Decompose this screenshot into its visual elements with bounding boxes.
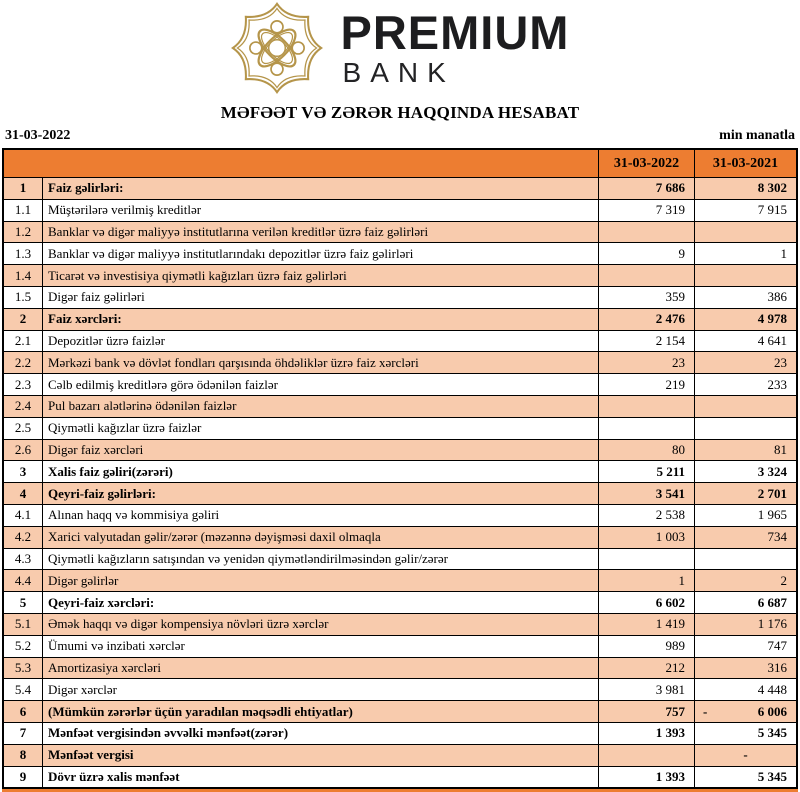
row-value-2022: 1 393 [599, 723, 694, 744]
row-value-2022: 7 686 [599, 178, 694, 199]
row-value-2021-amount: 6 006 [757, 703, 787, 719]
row-value-2021: 6 687 [695, 592, 796, 613]
row-value-2022: 212 [599, 658, 694, 679]
row-label: Faiz xərcləri: [43, 309, 598, 330]
row-value-2022: 219 [599, 374, 694, 395]
row-value-2021: 386 [695, 287, 796, 308]
row-value-2021: 5 345 [695, 767, 796, 788]
row-value-2022: 9 [599, 243, 694, 264]
row-value-2021: 2 [695, 570, 796, 591]
row-label: Digər faiz xərcləri [43, 440, 598, 461]
row-value-2021: 81 [695, 440, 796, 461]
report-meta-row [0, 128, 800, 144]
row-number: 2.2 [4, 352, 42, 373]
row-value-2022: 3 541 [599, 483, 694, 504]
row-value-2022: 5 211 [599, 461, 694, 482]
row-label: Mənfəət vergisindən əvvəlki mənfəət(zərər) [43, 723, 598, 744]
row-value-2021: 4 641 [695, 331, 796, 352]
row-number: 5.1 [4, 614, 42, 635]
row-value-2021 [695, 265, 796, 286]
table-header-empty [4, 150, 598, 177]
row-value-2022: 80 [599, 440, 694, 461]
row-label: Depozitlər üzrə faizlər [43, 331, 598, 352]
row-value-2021: 747 [695, 636, 796, 657]
row-value-2021: 734 [695, 527, 796, 548]
row-label: Əmək haqqı və digər kompensiya növləri üzrə xərclər [43, 614, 598, 635]
row-value-2022: 2 476 [599, 309, 694, 330]
row-number: 5 [4, 592, 42, 613]
row-value-2022: 7 319 [599, 200, 694, 221]
row-label: Ticarət və investisiya qiymətli kağızları üzrə faiz gəlirləri [43, 265, 598, 286]
bank-logo [0, 2, 800, 94]
row-value-2022: 1 [599, 570, 694, 591]
row-label: Mərkəzi bank və dövlət fondları qarşısında öhdəliklər üzrə faiz xərcləri [43, 352, 598, 373]
row-number: 3 [4, 461, 42, 482]
row-value-2021 [695, 418, 796, 439]
row-value-2021: 316 [695, 658, 796, 679]
row-value-2021: 3 324 [695, 461, 796, 482]
row-label: Qeyri-faiz gəlirləri: [43, 483, 598, 504]
row-label: Qiymətli kağızlar üzrə faizlər [43, 418, 598, 439]
row-label: Qeyri-faiz xərcləri: [43, 592, 598, 613]
row-label: Dövr üzrə xalis mənfəət [43, 767, 598, 788]
report-date: 31-03-2022 [5, 128, 71, 143]
row-value-2021: 23 [695, 352, 796, 373]
row-number: 2.5 [4, 418, 42, 439]
row-number: 2 [4, 309, 42, 330]
brand-name: PREMIUM [340, 6, 570, 59]
brand-text [340, 6, 570, 88]
row-label: Pul bazarı alətlərinə ödənilən faizlər [43, 396, 598, 417]
row-number: 2.4 [4, 396, 42, 417]
row-number: 1.4 [4, 265, 42, 286]
row-value-2022: 1 393 [599, 767, 694, 788]
row-number: 1.1 [4, 200, 42, 221]
row-label: Digər gəlirlər [43, 570, 598, 591]
row-value-2021: 233 [695, 374, 796, 395]
row-value-2022 [599, 418, 694, 439]
row-value-2021: 5 345 [695, 723, 796, 744]
currency-note: min manatla [719, 128, 795, 143]
row-value-2022 [599, 549, 694, 570]
row-value-2021: - [695, 745, 796, 766]
row-label: Digər xərclər [43, 679, 598, 700]
row-label: Xalis faiz gəliri(zərəri) [43, 461, 598, 482]
row-value-2021: 4 448 [695, 679, 796, 700]
row-number: 9 [4, 767, 42, 788]
row-value-2022 [599, 745, 694, 766]
row-number: 4.2 [4, 527, 42, 548]
row-number: 4 [4, 483, 42, 504]
row-number: 2.6 [4, 440, 42, 461]
row-value-2022: 6 602 [599, 592, 694, 613]
row-value-2021 [695, 396, 796, 417]
row-value-2022: 757 [599, 701, 694, 722]
brand-subname: BANK [342, 57, 455, 88]
row-label: Xarici valyutadan gəlir/zərər (məzənnə dəyişməsi daxil olmaqla [43, 527, 598, 548]
row-value-2022: 1 419 [599, 614, 694, 635]
report-title: MƏFƏƏT VƏ ZƏRƏR HAQQINDA HESABAT [220, 103, 580, 122]
row-value-2021 [695, 549, 796, 570]
row-value-2022: 1 003 [599, 527, 694, 548]
row-value-2022: 3 981 [599, 679, 694, 700]
row-label: Faiz gəlirləri: [43, 178, 598, 199]
row-value-2022: 2 154 [599, 331, 694, 352]
report-table [2, 148, 798, 789]
row-value-2021: 8 302 [695, 178, 796, 199]
row-value-2021 [695, 701, 796, 722]
row-label: Digər faiz gəlirləri [43, 287, 598, 308]
row-number: 1.3 [4, 243, 42, 264]
row-number: 2.3 [4, 374, 42, 395]
row-value-2022 [599, 396, 694, 417]
row-label: Cəlb edilmiş kreditlərə görə ödənilən faizlər [43, 374, 598, 395]
column-header-2021: 31-03-2021 [695, 150, 796, 177]
row-value-2021: 1 [695, 243, 796, 264]
row-value-2021 [695, 222, 796, 243]
row-number: 4.4 [4, 570, 42, 591]
row-number: 5.2 [4, 636, 42, 657]
row-value-2022: 989 [599, 636, 694, 657]
row-label: Amortizasiya xərcləri [43, 658, 598, 679]
row-value-2022: 23 [599, 352, 694, 373]
column-header-2022: 31-03-2022 [599, 150, 694, 177]
row-number: 5.3 [4, 658, 42, 679]
row-number: 4.3 [4, 549, 42, 570]
gold-knot-icon [231, 2, 323, 94]
row-value-2022 [599, 265, 694, 286]
row-value-2021: 4 978 [695, 309, 796, 330]
row-number: 5.4 [4, 679, 42, 700]
row-label: Müştərilərə verilmiş kreditlər [43, 200, 598, 221]
row-number: 6 [4, 701, 42, 722]
row-label: Ümumi və inzibati xərclər [43, 636, 598, 657]
row-value-2022: 359 [599, 287, 694, 308]
row-value-2021: 2 701 [695, 483, 796, 504]
negative-sign: - [703, 703, 708, 719]
row-value-2021: 1 965 [695, 505, 796, 526]
row-value-2021: 1 176 [695, 614, 796, 635]
row-number: 1.2 [4, 222, 42, 243]
row-label: Qiymətli kağızların satışından və yenidən qiymətləndirilməsindən gəlir/zərər [43, 549, 598, 570]
row-number: 8 [4, 745, 42, 766]
row-value-2022: 2 538 [599, 505, 694, 526]
row-number: 4.1 [4, 505, 42, 526]
row-number: 1.5 [4, 287, 42, 308]
row-label: Banklar və digər maliyyə institutlarındakı depozitlər üzrə faiz gəlirləri [43, 243, 598, 264]
row-label: Mənfəət vergisi [43, 745, 598, 766]
row-number: 1 [4, 178, 42, 199]
row-value-2021: 7 915 [695, 200, 796, 221]
row-number: 7 [4, 723, 42, 744]
row-label: Banklar və digər maliyyə institutlarına verilən kreditlər üzrə faiz gəlirləri [43, 222, 598, 243]
row-number: 2.1 [4, 331, 42, 352]
row-label: (Mümkün zərərlər üçün yaradılan məqsədli ehtiyatlar) [43, 701, 598, 722]
row-value-2022 [599, 222, 694, 243]
row-label: Alınan haqq və kommisiya gəliri [43, 505, 598, 526]
